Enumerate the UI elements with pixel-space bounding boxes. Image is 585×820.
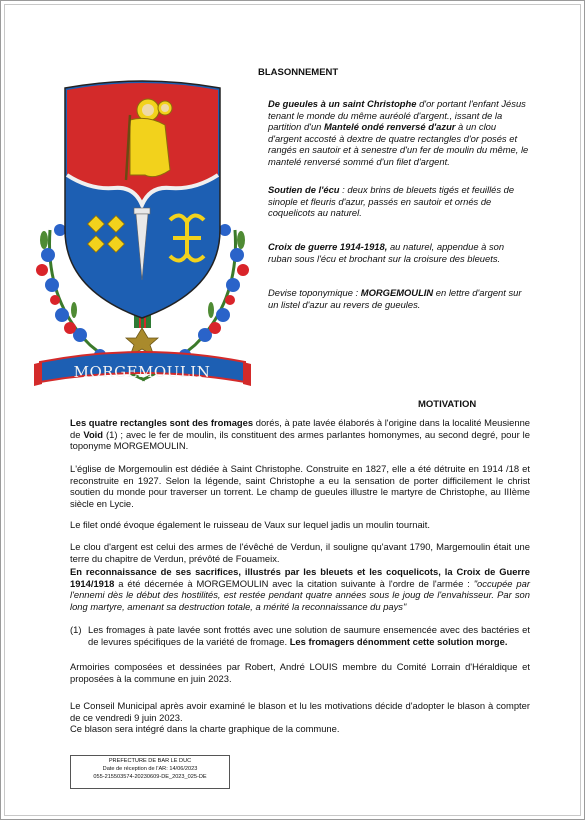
coat-of-arms <box>30 80 255 400</box>
motivation-paragraph-6: Armoiries composées et dessinées par Robert, André LOUIS membre du Comité Lorrain d'Héraldique et proposées à la commune en juin 2023. <box>70 661 530 684</box>
coat-of-arms-illustration <box>30 80 255 400</box>
footnote-text <box>88 624 530 647</box>
m5-text: a été décernée à MORGEMOULIN avec la citation suivante à l'ordre de l'armée : <box>114 577 474 589</box>
shield <box>65 81 220 318</box>
blazon-p1-text-b: à un clou d'argent accosté à dextre de quatre rectangles d'or posés et rangés en sautoir et à senestre d'un fer de moulin du même, le mantelé renversé sommé d'un filet d'argent. <box>268 121 529 167</box>
motivation-paragraph-3: Le filet ondé évoque également le ruisseau de Vaux sur lequel jadis un moulin tournait. <box>70 519 430 530</box>
blazon-p4-a: Devise toponymique <box>268 287 353 298</box>
blazon-p3-bold: Croix de guerre 1914-1918, <box>268 241 388 252</box>
motivation-paragraph-5 <box>70 566 530 612</box>
footnote-bold: Les fromagers dénomment cette solution morge. <box>289 635 508 647</box>
motivation-paragraph-4: Le clou d'argent est celui des armes de l'évêché de Verdun, il souligne qu'avant 1790, Margemoulin était une terre du chapitre de Verdun, prévôté de Fouameix. <box>70 541 530 564</box>
blazon-p2-text: : deux brins de bleuets tigés et feuillés de sinople et fleuris d'azur, passés en sautoir et ornés de coquelicots au naturel. <box>268 184 515 219</box>
m1-bold-2: Void <box>83 428 104 440</box>
m5-citation: "occupée par l'ennemi dès le début des hostilités, est restée pendant quatre années sous le joug de l'envahisseur. Par son long martyre, amenant sa destruction totale, a mérité la reconnaissance du pays" <box>70 577 530 612</box>
blazon-p1-text-a: d'or portant l'enfant Jésus tenant le monde du même auréolé d'argent., issant de la partition d'un <box>268 98 526 133</box>
stamp-line-3: 055-215503574-20230609-DE_2023_025-DE <box>93 774 207 780</box>
stamp-line-2: Date de réception de l'AR: 14/06/2023 <box>102 766 198 772</box>
blazon-p3-text: au naturel, appendue à son ruban sous l'écu et brochant sur la croisure des bleuets. <box>268 241 505 264</box>
motivation-paragraph-1 <box>70 417 530 452</box>
blazon-p4-bold: MORGEMOULIN <box>360 287 434 298</box>
blazon-paragraph-1 <box>268 98 530 168</box>
blazon-p1-bold-2: Mantelé ondé renversé d'azur <box>324 121 456 133</box>
m5-bold: En reconnaissance de ses sacrifices, illustrés par les bleuets et les coquelicots, la Croix de Guerre 1914/1918 <box>70 566 530 589</box>
footnote-number: (1) <box>70 624 82 635</box>
banner-motto-text: MORGEMOULIN <box>73 363 211 381</box>
motivation-paragraph-2: L'église de Morgemoulin est dédiée à Saint Christophe. Construite en 1827, elle a été détruite en 1914 /18 et reconstruite en 1927. Selon la légende, saint Christophe a eu la sensation de porter difficilement le christ soutien du monde pour traverser un torrent. Le champ de gueules illustre le martyre de Christophe, au IIIème siècle en Lycie. <box>70 463 530 509</box>
motivation-paragraph-8: Ce blason sera intégré dans la charte graphique de la commune. <box>70 723 340 734</box>
m1-text-a: dorés, à pate lavée élaborés à l'origine dans la localité Meusienne de <box>70 417 530 440</box>
motto-banner <box>34 352 251 386</box>
motivation-paragraph-7: Le Conseil Municipal après avoir examiné le blason et lu les motivations décide d'adopter le blason à compter de ce vendredi 9 juin 2023. <box>70 700 530 723</box>
blazon-paragraph-4 <box>268 287 530 310</box>
prefecture-reception-stamp <box>70 755 230 789</box>
blazon-p4-c: en lettre d'argent sur un listel d'azur au revers de gueules. <box>268 287 522 310</box>
footnote-text-a: Les fromages à pate lavée sont frottés avec une solution de saumure ensemencée avec des bactéries et de levures spécifiques de la variété de fromage. <box>88 624 530 647</box>
blazon-p1-bold: De gueules à un saint Christophe <box>268 98 417 109</box>
blazon-paragraph-2 <box>268 184 530 219</box>
stamp-line-1: PREFECTURE DE BAR LE DUC <box>108 758 192 764</box>
motivation-heading: MOTIVATION <box>418 399 477 410</box>
blazon-p2-bold: Soutien de l'écu <box>268 184 340 195</box>
blazon-p4-b: : <box>352 287 361 298</box>
m1-text-b: (1) ; avec le fer de moulin, ils constituent des armes parlantes homonymes, au second degré, pour le toponyme MORGEMOULIN. <box>70 428 530 452</box>
m1-bold: Les quatre rectangles sont des fromages <box>70 417 254 428</box>
blazon-paragraph-3 <box>268 241 530 264</box>
blasonnement-heading: BLASONNEMENT <box>258 67 339 78</box>
